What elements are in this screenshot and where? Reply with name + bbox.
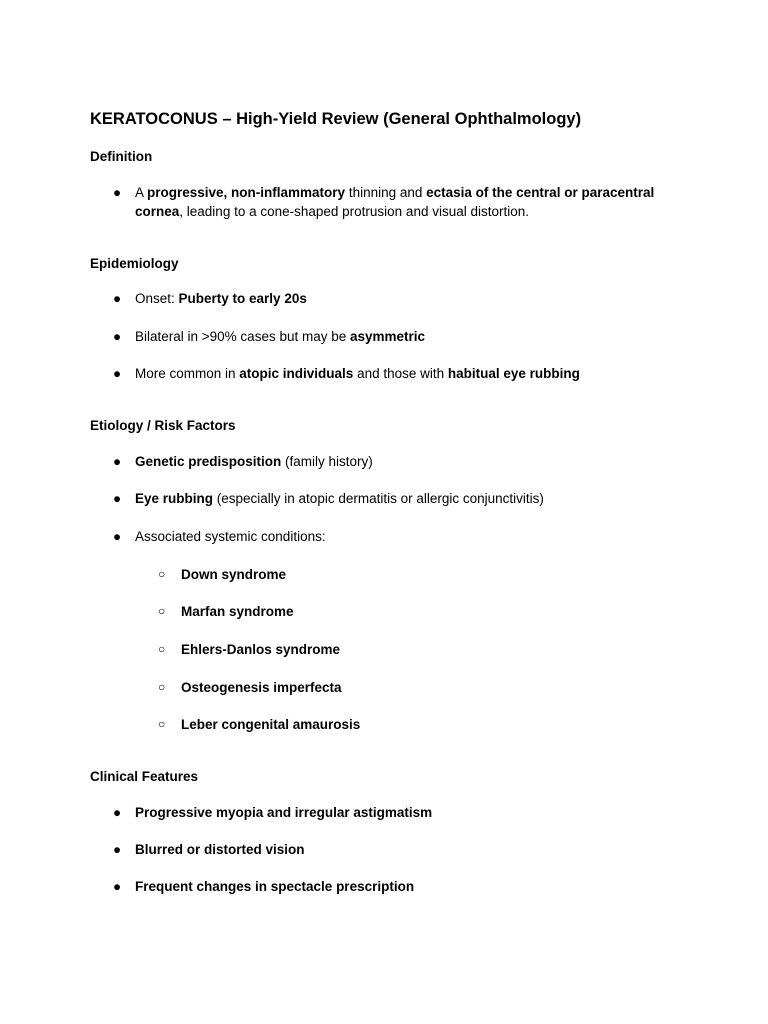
bullet-marker: ●: [113, 454, 122, 469]
page-title: KERATOCONUS – High-Yield Review (General Ophthalmology): [90, 110, 582, 128]
epidemiology-bilateral-item: ● Bilateral in >90% cases but may be asymmetric: [113, 329, 426, 344]
section-heading-definition: Definition: [90, 149, 153, 164]
condition-leber-amaurosis: ○ Leber congenital amaurosis: [158, 717, 361, 732]
bullet-marker: ●: [113, 491, 122, 506]
circle-marker: ○: [158, 567, 166, 581]
definition-line-1: A progressive, non-inflammatory thinning and ectasia of the central or paracentral: [135, 185, 655, 200]
condition-marfan-syndrome: ○ Marfan syndrome: [158, 604, 294, 619]
circle-marker: ○: [158, 642, 166, 656]
section-heading-epidemiology: Epidemiology: [90, 256, 179, 271]
bullet-marker: ●: [113, 329, 122, 344]
condition-osteogenesis-imperfecta: ○ Osteogenesis imperfecta: [158, 680, 342, 695]
bullet-marker: ●: [113, 879, 122, 894]
bullet-marker: ●: [113, 185, 122, 200]
clinical-spectacle-changes-item: ● Frequent changes in spectacle prescription: [113, 879, 415, 894]
epidemiology-onset-item: ● Onset: Puberty to early 20s: [113, 291, 307, 306]
etiology-systemic-item: ● Associated systemic conditions:: [113, 529, 326, 544]
section-heading-etiology: Etiology / Risk Factors: [90, 418, 236, 433]
bullet-marker: ●: [113, 529, 122, 544]
clinical-myopia-item: ● Progressive myopia and irregular astigmatism: [113, 805, 433, 820]
bullet-marker: ●: [113, 291, 122, 306]
condition-ehlers-danlos: ○ Ehlers-Danlos syndrome: [158, 642, 341, 657]
etiology-eye-rubbing-item: ● Eye rubbing (especially in atopic dermatitis or allergic conjunctivitis): [113, 491, 544, 506]
definition-item: [113, 183, 655, 221]
clinical-blurred-vision-item: ● Blurred or distorted vision: [113, 842, 305, 857]
section-heading-clinical: Clinical Features: [90, 769, 199, 784]
condition-down-syndrome: ○ Down syndrome: [158, 567, 287, 582]
bullet-marker: ●: [113, 805, 122, 820]
bullet-marker: ●: [113, 842, 122, 857]
epidemiology-atopic-item: ● More common in atopic individuals and those with habitual eye rubbing: [113, 366, 580, 381]
circle-marker: ○: [158, 680, 166, 694]
circle-marker: ○: [158, 717, 166, 731]
circle-marker: ○: [158, 604, 166, 618]
bullet-marker: ●: [113, 366, 122, 381]
etiology-genetic-item: ● Genetic predisposition (family history): [113, 454, 373, 469]
definition-line-2: cornea, leading to a cone-shaped protrusion and visual distortion.: [135, 204, 530, 219]
